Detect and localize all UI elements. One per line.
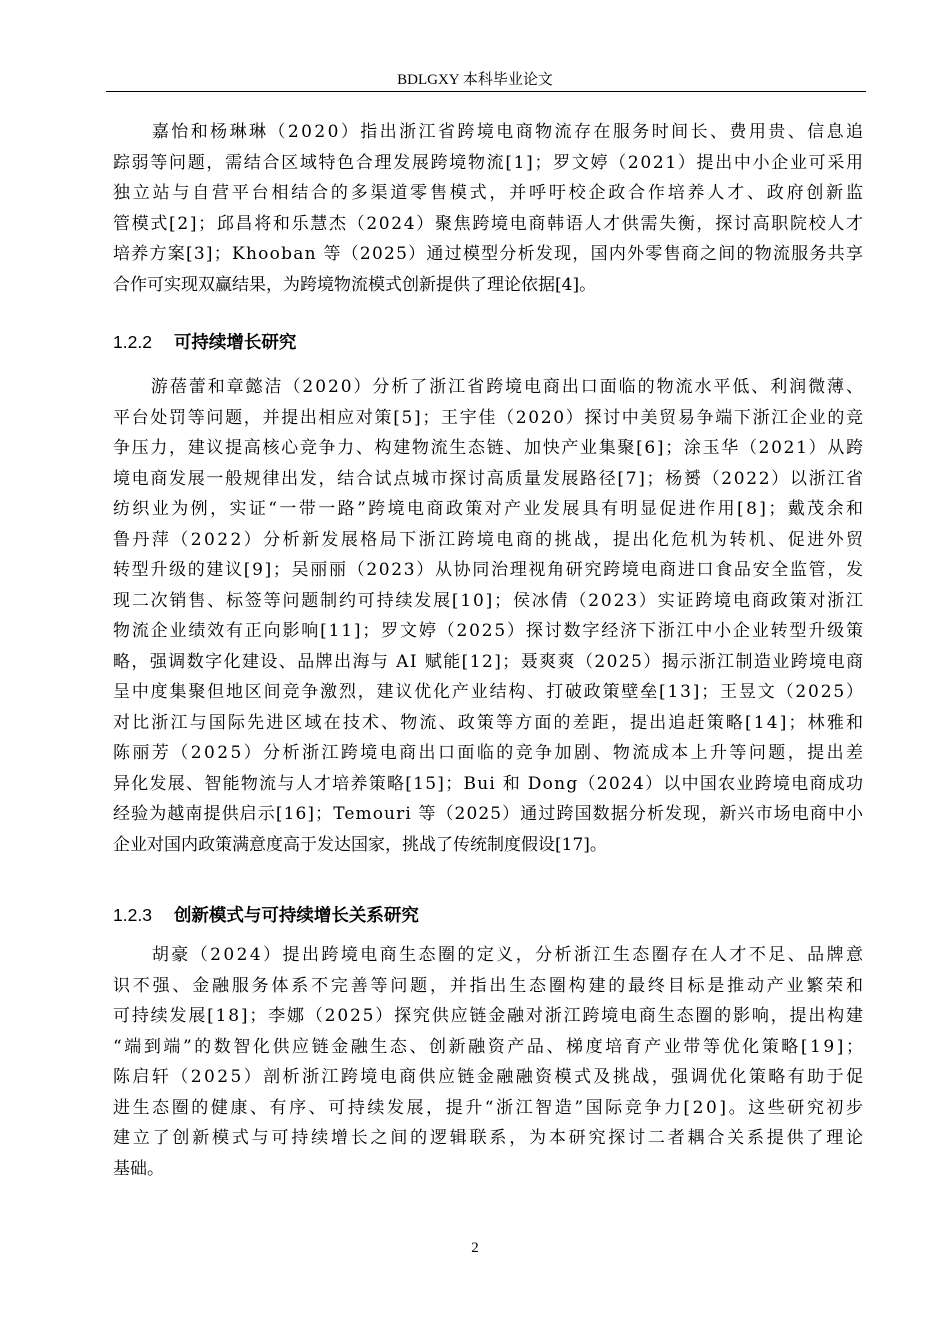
paragraph-line: 培养方案[3]；Khooban 等（2025）通过模型分析发现，国内外零售商之间的物流服务共享 [113, 244, 865, 264]
paragraph-line: 可持续发展[18]；李娜（2025）探究供应链金融对浙江跨境电商生态圈的影响，提出构建 [113, 1006, 865, 1026]
paragraph-line: 纺织业为例，实证“一带一路”跨境电商政策对产业发展具有明显促进作用[8]；戴茂余和 [113, 499, 866, 519]
section-heading-1-2-2 [113, 329, 296, 354]
paragraph-line: 进生态圈的健康、有序、可持续发展，提升“浙江智造”国际竞争力[20]。这些研究初步 [113, 1097, 866, 1118]
section-title: 可持续增长研究 [173, 333, 297, 353]
paragraph-line: 对比浙江与国际先进区域在技术、物流、政策等方面的差距，提出追赶策略[14]；林雅和 [113, 712, 866, 733]
section-number: 1.2.2 [113, 332, 152, 352]
section-number: 1.2.3 [113, 905, 152, 925]
paragraph-line: 游蓓蕾和章懿洁（2020）分析了浙江省跨境电商出口面临的物流水平低、利润微薄、 [113, 377, 865, 397]
paragraph-line: 企业对国内政策满意度高于发达国家，挑战了传统制度假设[17]。 [113, 834, 607, 855]
paragraph-line: 管模式[2]；邱昌将和乐慧杰（2024）聚焦跨境电商韩语人才供需失衡，探讨高职院校人才 [113, 213, 865, 234]
paragraph-line: 陈启轩（2025）剖析浙江跨境电商供应链金融融资模式及挑战，强调优化策略有助于促 [113, 1067, 866, 1087]
running-header: BDLGXY 本科毕业论文 [397, 72, 553, 88]
paragraph-line: 境电商发展一般规律出发，结合试点城市探讨高质量发展路径[7]；杨赟（2022）以浙江省 [113, 468, 865, 489]
paragraph-line: 建立了创新模式与可持续增长之间的逻辑联系，为本研究探讨二者耦合关系提供了理论 [113, 1128, 866, 1148]
paragraph-line: “端到端”的数智化供应链金融生态、创新融资产品、梯度培育产业带等优化策略[19]； [113, 1036, 866, 1057]
paragraph-line: 嘉怡和杨琳琳（2020）指出浙江省跨境电商物流存在服务时间长、费用贵、信息追 [113, 122, 866, 142]
paragraph-line: 基础。 [113, 1158, 164, 1179]
paragraph-line: 踪弱等问题，需结合区域特色合理发展跨境物流[1]；罗文婷（2021）提出中小企业可采用 [113, 152, 865, 173]
paragraph-line: 呈中度集聚但地区间竞争激烈，建议优化产业结构、打破政策壁垒[13]；王昱文（2025） [113, 682, 865, 702]
page-number: 2 [471, 1240, 479, 1256]
paragraph-relationship-studies [113, 940, 866, 1184]
paragraph-line: 异化发展、智能物流与人才培养策略[15]；Bui 和 Dong（2024）以中国农业跨境电商成功 [113, 773, 865, 794]
paragraph-line: 陈丽芳（2025）分析浙江跨境电商出口面临的竞争加剧、物流成本上升等问题，提出差 [113, 743, 866, 763]
paragraph-line: 转型升级的建议[9]；吴丽丽（2023）从协同治理视角研究跨境电商进口食品安全监管，发 [113, 560, 865, 580]
paragraph-line: 争压力，建议提高核心竞争力、构建物流生态链、加快产业集聚[6]；涂玉华（2021）从跨 [113, 438, 865, 458]
paragraph-line: 胡豪（2024）提出跨境电商生态圈的定义，分析浙江生态圈存在人才不足、品牌意 [113, 945, 866, 965]
paragraph-line: 经验为越南提供启示[16]；Temouri 等（2025）通过跨国数据分析发现，新兴市场电商中小 [113, 804, 865, 824]
paragraph-sustainable-growth-studies [113, 372, 866, 860]
paragraph-line: 略，强调数字化建设、品牌出海与 AI 赋能[12]；聂爽爽（2025）揭示浙江制造业跨境电商 [113, 651, 865, 672]
header-rule [106, 91, 866, 92]
paragraph-line: 物流企业绩效有正向影响[11]；罗文婷（2025）探讨数字经济下浙江中小企业转型升级策 [113, 621, 865, 641]
paragraph-logistics-studies [113, 117, 866, 300]
paragraph-line: 平台处罚等问题，并提出相应对策[5]；王宇佳（2020）探讨中美贸易争端下浙江企业的竞 [113, 407, 865, 428]
paragraph-line: 鲁丹萍（2022）分析新发展格局下浙江跨境电商的挑战，提出化危机为转机、促进外贸 [113, 529, 866, 550]
paragraph-line: 独立站与自营平台相结合的多渠道零售模式，并呼吁校企政合作培养人才、政府创新监 [113, 183, 866, 203]
section-heading-1-2-3 [113, 902, 419, 927]
paragraph-line: 识不强、金融服务体系不完善等问题，并指出生态圈构建的最终目标是推动产业繁荣和 [113, 975, 866, 996]
paragraph-line: 现二次销售、标签等问题制约可持续发展[10]；侯冰倩（2023）实证跨境电商政策对浙江 [113, 590, 865, 611]
paragraph-line: 合作可实现双赢结果，为跨境物流模式创新提供了理论依据[4]。 [113, 274, 597, 295]
section-title: 创新模式与可持续增长关系研究 [173, 906, 419, 926]
